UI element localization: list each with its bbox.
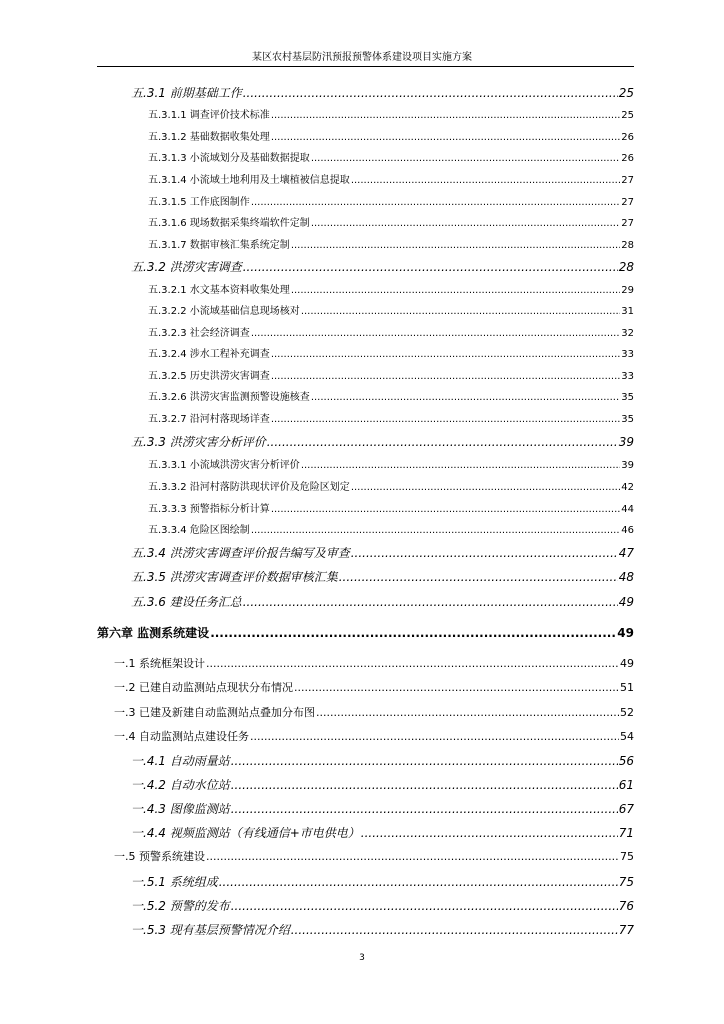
toc-entry-1-4-2[interactable] [131, 777, 634, 793]
toc-entry-5-3-2-2[interactable] [148, 304, 634, 320]
toc-dot-leader [231, 777, 618, 793]
toc-entry-label: 五.3.5 洪涝灾害调查评价数据审核汇集 [131, 570, 338, 584]
toc-entry-page: 25 [621, 110, 634, 121]
toc-entry-5-3-3-1[interactable] [148, 458, 634, 474]
toc-entry-5-3-2-3[interactable] [148, 326, 634, 342]
toc-dot-leader [351, 480, 620, 496]
toc-dot-leader [243, 594, 618, 610]
toc-entry-page: 32 [621, 328, 634, 339]
toc-dot-leader [250, 729, 619, 745]
toc-entry-page: 27 [621, 197, 634, 208]
toc-entry-page: 52 [620, 706, 634, 719]
toc-entry-label: 一.3 已建及新建自动监测站点叠加分布图 [114, 706, 315, 719]
toc-entry-label: 一.5.1 系统组成 [131, 875, 218, 889]
toc-entry-label: 五.3.2 洪涝灾害调查 [131, 260, 242, 274]
toc-entry-1-5[interactable] [114, 849, 634, 865]
toc-dot-leader [301, 458, 620, 474]
toc-entry-label: 五.3.3.4 危险区图绘制 [148, 525, 250, 536]
toc-entry-page: 49 [617, 626, 634, 640]
running-header-title: 某区农村基层防汛预报预警体系建设项目实施方案 [252, 52, 472, 63]
toc-entry-5-3-1[interactable] [131, 85, 634, 101]
toc-entry-5-3-2-6[interactable] [148, 390, 634, 406]
toc-entry-label: 五.3.1.5 工作底图制作 [148, 197, 250, 208]
toc-entry-5-3-3-3[interactable] [148, 502, 634, 518]
toc-entry-page: 47 [618, 546, 634, 560]
toc-entry-label: 五.3.1.3 小流域划分及基础数据提取 [148, 153, 310, 164]
toc-entry-page: 25 [618, 86, 634, 100]
toc-entry-5-3-2-5[interactable] [148, 369, 634, 385]
toc-dot-leader [291, 238, 620, 254]
toc-entry-page: 48 [618, 570, 634, 584]
toc-entry-1-1[interactable] [114, 656, 634, 672]
toc-entry-page: 77 [618, 923, 634, 937]
toc-dot-leader [291, 283, 620, 299]
toc-entry-5-3-1-7[interactable] [148, 238, 634, 254]
toc-dot-leader [311, 390, 620, 406]
toc-dot-leader [251, 326, 620, 342]
toc-entry-page: 31 [621, 306, 634, 317]
toc-dot-leader [271, 412, 620, 428]
toc-entry-1-4-1[interactable] [131, 753, 634, 769]
toc-entry-label: 一.4.3 图像监测站 [131, 802, 230, 816]
toc-dot-leader [231, 898, 618, 914]
toc-entry-label: 五.3.1.7 数据审核汇集系统定制 [148, 240, 290, 251]
toc-dot-leader [351, 545, 618, 561]
toc-entry-page: 75 [618, 875, 634, 889]
toc-entry-page: 71 [618, 826, 634, 840]
toc-dot-leader [271, 130, 620, 146]
toc-entry-label: 五.3.3 洪涝灾害分析评价 [131, 435, 266, 449]
toc-entry-label: 五.3.4 洪涝灾害调查评价报告编写及审查 [131, 546, 350, 560]
toc-entry-label: 五.3.2.1 水文基本资料收集处理 [148, 285, 290, 296]
toc-entry-label: 一.2 已建自动监测站点现状分布情况 [114, 681, 293, 694]
toc-entry-page: 76 [618, 899, 634, 913]
toc-entry-label: 一.4.2 自动水位站 [131, 778, 230, 792]
toc-entry-5-3-4[interactable] [131, 545, 634, 561]
toc-entry-page: 27 [621, 218, 634, 229]
toc-entry-page: 49 [620, 657, 634, 670]
toc-entry-label: 一.5.2 预警的发布 [131, 899, 230, 913]
toc-entry-page: 28 [621, 240, 634, 251]
toc-entry-label: 五.3.1 前期基础工作 [131, 86, 242, 100]
toc-entry-5-3-1-1[interactable] [148, 108, 634, 124]
toc-entry-5-3-2[interactable] [131, 259, 634, 275]
toc-entry-page: 61 [618, 778, 634, 792]
toc-entry-page: 33 [621, 349, 634, 360]
toc-entry-label: 一.4.4 视频监测站（有线通信+市电供电） [131, 826, 360, 840]
toc-dot-leader [271, 502, 620, 518]
toc-entry-page: 54 [620, 730, 634, 743]
toc-entry-label: 五.3.2.5 历史洪涝灾害调查 [148, 371, 270, 382]
toc-entry-page: 28 [618, 260, 634, 274]
toc-entry-label: 一.4.1 自动雨量站 [131, 754, 230, 768]
toc-entry-label: 五.3.2.2 小流域基础信息现场核对 [148, 306, 300, 317]
toc-entry-page: 39 [618, 435, 634, 449]
toc-dot-leader [231, 801, 618, 817]
toc-entry-label: 一.4 自动监测站点建设任务 [114, 730, 249, 743]
toc-entry-5-3-6[interactable] [131, 594, 634, 610]
toc-dot-leader [243, 259, 618, 275]
toc-dot-leader [316, 705, 619, 721]
toc-entry-page: 51 [620, 681, 634, 694]
toc-entry-1-2[interactable] [114, 680, 634, 696]
toc-entry-page: 35 [621, 414, 634, 425]
toc-entry-label: 五.3.6 建设任务汇总 [131, 595, 242, 609]
toc-dot-leader [206, 656, 619, 672]
toc-entry-5-3-2-1[interactable] [148, 283, 634, 299]
toc-entry-label: 五.3.1.1 调查评价技术标准 [148, 110, 270, 121]
toc-entry-label: 五.3.2.4 涉水工程补充调查 [148, 349, 270, 360]
toc-entry-label: 五.3.1.2 基础数据收集处理 [148, 132, 270, 143]
toc-entry-5-3-1-3[interactable] [148, 151, 634, 167]
toc-dot-leader [267, 434, 618, 450]
toc-entry-page: 33 [621, 371, 634, 382]
toc-entry-label: 一.5 预警系统建设 [114, 850, 205, 863]
toc-entry-page: 67 [618, 802, 634, 816]
toc-entry-page: 46 [621, 525, 634, 536]
toc-entry-1-4-3[interactable] [131, 801, 634, 817]
toc-entry-label: 第六章 监测系统建设 [97, 626, 210, 640]
toc-entry-label: 五.3.3.1 小流域洪涝灾害分析评价 [148, 460, 300, 471]
toc-dot-leader [243, 85, 618, 101]
toc-entry-5-3-1-5[interactable] [148, 195, 634, 211]
toc-dot-leader [311, 216, 620, 232]
toc-entry-5-3-5[interactable] [131, 569, 634, 585]
toc-dot-leader [351, 173, 620, 189]
toc-entry-label: 五.3.1.6 现场数据采集终端软件定制 [148, 218, 310, 229]
toc-entry-1-5-2[interactable] [131, 898, 634, 914]
toc-entry-5-3-3-2[interactable] [148, 480, 634, 496]
toc-dot-leader [301, 304, 620, 320]
toc-entry-label: 五.3.3.2 沿河村落防洪现状评价及危险区划定 [148, 482, 350, 493]
toc-entry-chapter-6[interactable] [97, 625, 634, 641]
toc-entry-5-3-2-7[interactable] [148, 412, 634, 428]
toc-entry-5-3-3[interactable] [131, 434, 634, 450]
toc-dot-leader [339, 569, 618, 585]
toc-entry-page: 44 [621, 504, 634, 515]
toc-entry-5-3-1-4[interactable] [148, 173, 634, 189]
toc-entry-1-3[interactable] [114, 705, 634, 721]
toc-entry-label: 五.3.2.3 社会经济调查 [148, 328, 250, 339]
toc-entry-label: 五.3.3.3 预警指标分析计算 [148, 504, 270, 515]
page-number: 3 [359, 953, 365, 963]
header-divider [97, 66, 634, 67]
toc-dot-leader [231, 753, 618, 769]
toc-entry-5-3-1-2[interactable] [148, 130, 634, 146]
toc-entry-1-4-4[interactable] [131, 825, 634, 841]
toc-entry-label: 五.3.1.4 小流域土地利用及土壤植被信息提取 [148, 175, 350, 186]
toc-entry-page: 26 [621, 132, 634, 143]
toc-entry-page: 75 [620, 850, 634, 863]
toc-dot-leader [206, 849, 619, 865]
toc-entry-label: 五.3.2.6 洪涝灾害监测预警设施核查 [148, 392, 310, 403]
toc-entry-5-3-2-4[interactable] [148, 347, 634, 363]
toc-entry-page: 35 [621, 392, 634, 403]
toc-dot-leader [251, 195, 620, 211]
toc-entry-label: 一.1 系统框架设计 [114, 657, 205, 670]
toc-dot-leader [219, 874, 618, 890]
toc-entry-page: 29 [621, 285, 634, 296]
toc-dot-leader [271, 369, 620, 385]
toc-entry-label: 五.3.2.7 沿河村落现场详查 [148, 414, 270, 425]
toc-entry-5-3-3-4[interactable] [148, 523, 634, 539]
toc-entry-page: 42 [621, 482, 634, 493]
toc-dot-leader [311, 151, 620, 167]
toc-dot-leader [291, 922, 618, 938]
toc-entry-1-5-3[interactable] [131, 922, 634, 938]
toc-entry-label: 一.5.3 现有基层预警情况介绍 [131, 923, 290, 937]
toc-entry-5-3-1-6[interactable] [148, 216, 634, 232]
toc-entry-page: 56 [618, 754, 634, 768]
toc-dot-leader [271, 347, 620, 363]
toc-entry-1-4[interactable] [114, 729, 634, 745]
toc-entry-page: 26 [621, 153, 634, 164]
toc-dot-leader [361, 825, 618, 841]
toc-dot-leader [271, 108, 620, 124]
toc-entry-page: 27 [621, 175, 634, 186]
toc-dot-leader [210, 625, 616, 641]
toc-entry-page: 49 [618, 595, 634, 609]
toc-dot-leader [251, 523, 620, 539]
toc-dot-leader [294, 680, 619, 696]
toc-entry-1-5-1[interactable] [131, 874, 634, 890]
toc-entry-page: 39 [621, 460, 634, 471]
